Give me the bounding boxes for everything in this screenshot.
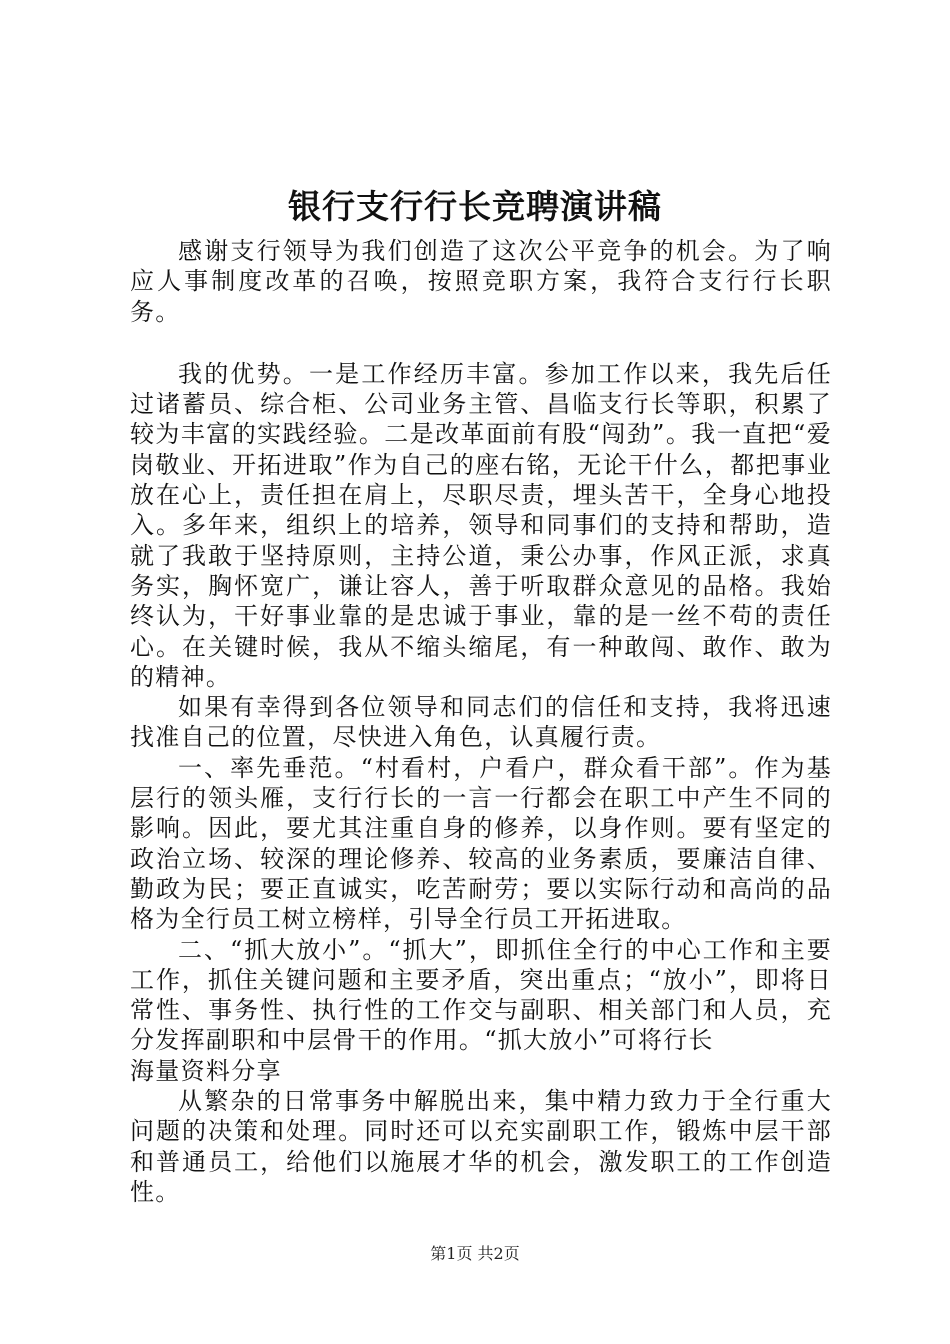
paragraph-conclusion: 从繁杂的日常事务中解脱出来，集中精力致力于全行重大问题的决策和处理。同时还可以充实副职工作，锻炼中层干部和普通员工，给他们以施展才华的机会，激发职工的工作创造性。: [130, 1087, 832, 1206]
paragraph-advantages: 我的优势。一是工作经历丰富。参加工作以来，我先后任过诸蓄员、综合柜、公司业务主管、昌临支行长等职，积累了较为丰富的实践经验。二是改革面前有股“闯劲”。我一直把“爱岗敬业、开拓进取”作为自己的座右铭，无论干什么，都把事业放在心上，责任担在肩上，尽职尽责，埋头苦干，全身心地投入。多年来，组织上的培养，领导和同事们的支持和帮助，造就了我敢于坚持原则，主持公道，秉公办事，作风正派，求真务实，胸怀宽广，谦让容人，善于听取群众意见的品格。我始终认为，干好事业靠的是忠诚于事业，靠的是一丝不苟的责任心。在关键时候，我从不缩头缩尾，有一种敢闯、敢作、敢为的精神。: [130, 359, 832, 691]
paragraph-intro: 感谢支行领导为我们创造了这次公平竞争的机会。为了响应人事制度改革的召唤，按照竞职方案，我符合支行行长职务。: [130, 237, 832, 326]
paragraph-watermark-line: 海量资料分享: [130, 1056, 282, 1085]
document-body: [130, 236, 832, 1207]
paragraph-lead-by-example: 一、率先垂范。“村看村，户看户，群众看干部”。作为基层行的领头雁，支行行长的一言一行都会在职工中产生不同的影响。因此，要尤其注重自身的修养，以身作则。要有坚定的政治立场、较深的理论修养、较高的业务素质，要廉洁自律、勤政为民；要正直诚实，吃苦耐劳；要以实际行动和高尚的品格为全行员工树立榜样，引导全行员工开拓进取。: [130, 753, 832, 934]
paragraph-grasp-big-release-small: 二、“抓大放小”。“抓大”，即抓住全行的中心工作和主要工作，抓住关键问题和主要矛盾，突出重点；“放小”，即将日常性、事务性、执行性的工作交与副职、相关部门和人员，充分发挥副职和中层骨干的作用。“抓大放小”可将行长: [130, 935, 832, 1055]
document-title: 银行支行行长竞聘演讲稿: [288, 187, 662, 226]
paragraph-commitment: 如果有幸得到各位领导和同志们的信任和支持，我将迅速找准自己的位置，尽快进入角色，认真履行责。: [130, 693, 832, 752]
paragraph-gap: [130, 327, 832, 359]
page-footer: 第1页 共2页: [430, 1244, 520, 1263]
